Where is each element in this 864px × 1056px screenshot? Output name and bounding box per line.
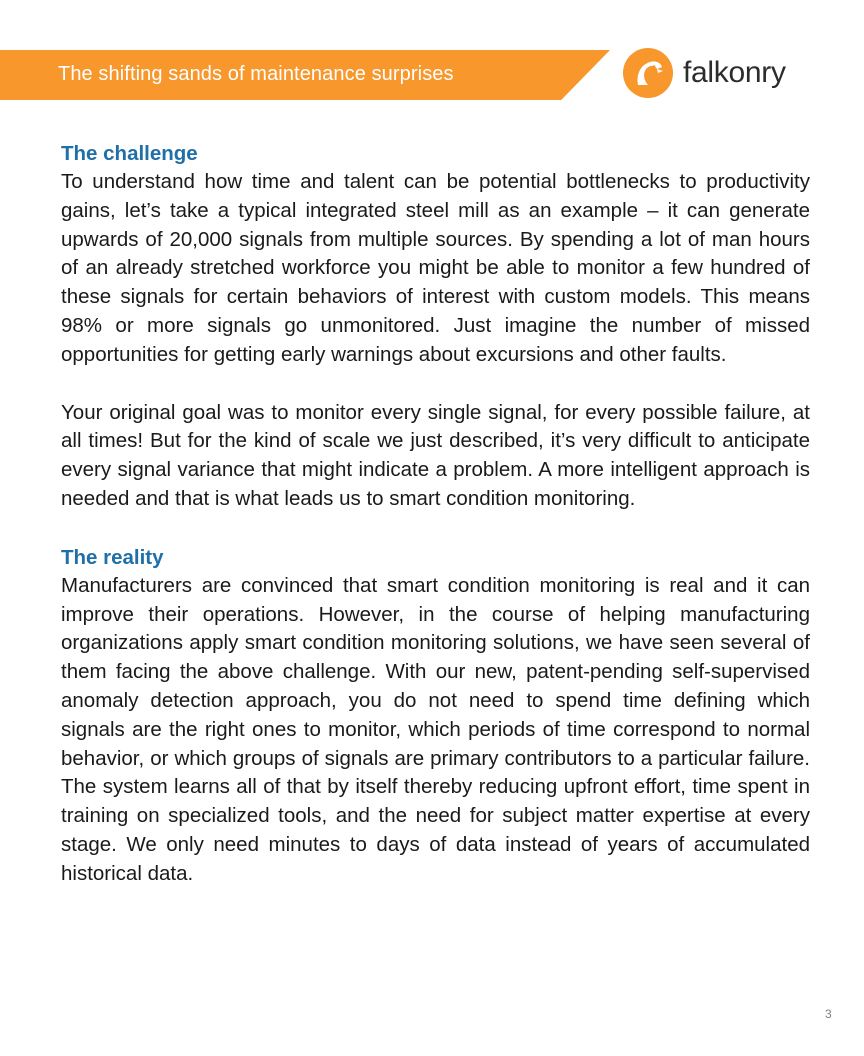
paragraph: Manufacturers are convinced that smart condition monitoring is real and it can improve their operations. However, in the course of helping manufacturing organizations apply smart condition monitoring solutions, we have seen several of them facing the above challenge. With our new, patent-pending self-supervised anomaly detection approach, you do not need to spend time defining which signals are the right ones to monitor, which periods of time correspond to normal behavior, or which groups of signals are primary contributors to a particular failure. The system learns all of that by itself thereby reducing upfront effort, time spent in training on specialized tools, and the need for subject matter expertise at every stage. We only need minutes to days of data instead of years of accumulated historical data. bbox=[61, 573, 810, 885]
section-heading-reality: The reality bbox=[61, 545, 164, 569]
banner-title: The shifting sands of maintenance surprises bbox=[58, 63, 454, 85]
falcon-head-icon bbox=[623, 48, 673, 98]
logo-wordmark: falkonry bbox=[683, 56, 786, 89]
document-body bbox=[61, 139, 810, 889]
falkonry-logo bbox=[623, 48, 786, 98]
page-number: 3 bbox=[825, 1007, 832, 1021]
paragraph: To understand how time and talent can be potential bottlenecks to productivity gains, let’s take a typical integrated steel mill as an example – it can generate upwards of 20,000 signals from multiple sources. By spending a lot of man hours of an already stretched workforce you might be able to monitor a few hundred of these signals for certain behaviors of interest with custom models. This means 98% or more signals go unmonitored. Just imagine the number of missed opportunities for getting early warnings about excursions and other faults. bbox=[61, 170, 810, 366]
section-heading-challenge: The challenge bbox=[61, 142, 198, 165]
paragraph: Your original goal was to monitor every single signal, for every possible failure, at all times! But for the kind of scale we just described, it’s very difficult to anticipate every signal variance that might indicate a problem. A more intelligent approach is needed and that is what leads us to smart condition monitoring. bbox=[61, 400, 810, 510]
